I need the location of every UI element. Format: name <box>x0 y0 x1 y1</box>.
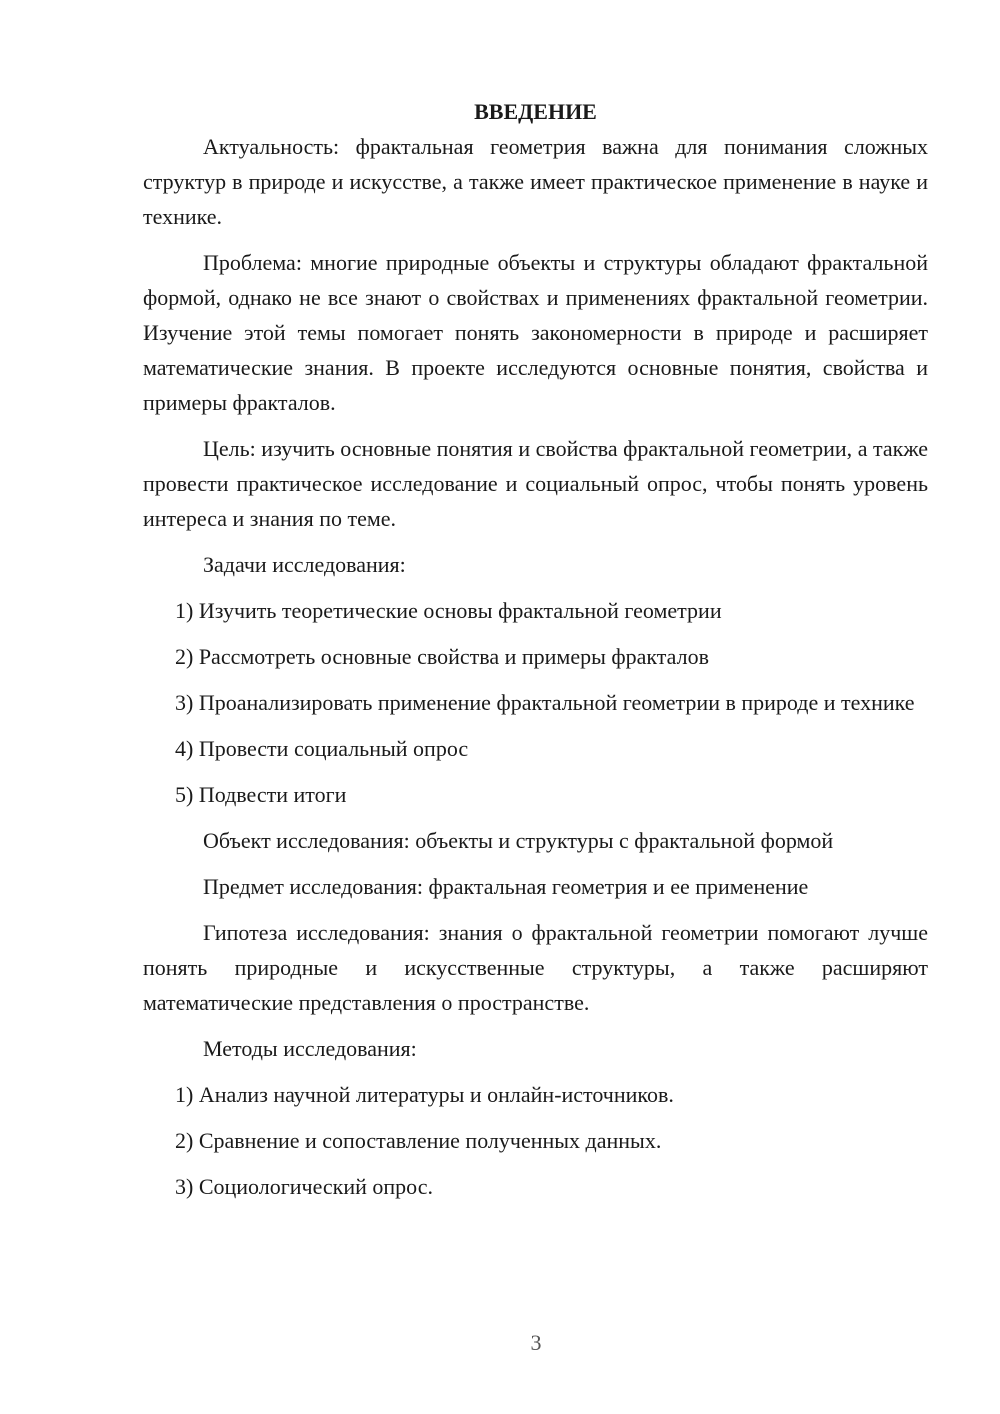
hypothesis-paragraph: Гипотеза исследования: знания о фрактальной геометрии помогают лучше понять природные и искусственные структуры, а также расширяют математические представления о пространстве. <box>143 920 928 1015</box>
methods-heading: Методы исследования: <box>203 1036 417 1061</box>
task-item: 3) Проанализировать применение фрактальной геометрии в природе и технике <box>175 690 915 715</box>
method-item: 1) Анализ научной литературы и онлайн-источников. <box>175 1082 674 1107</box>
method-item: 3) Социологический опрос. <box>175 1174 433 1199</box>
subject-paragraph: Предмет исследования: фрактальная геометрия и ее применение <box>203 874 809 899</box>
document-page <box>143 94 928 1215</box>
problem-paragraph: Проблема: многие природные объекты и структуры обладают фрактальной формой, однако не все знают о свойствах и применениях фрактальной геометрии. Изучение этой темы помогает понять закономерности в природе и расширяет математические знания. В проекте исследуются основные понятия, свойства и примеры фракталов. <box>143 250 928 415</box>
task-item: 2) Рассмотреть основные свойства и примеры фракталов <box>175 644 710 669</box>
task-item: 1) Изучить теоретические основы фрактальной геометрии <box>175 598 722 623</box>
relevance-paragraph: Актуальность: фрактальная геометрия важна для понимания сложных структур в природе и искусстве, а также имеет практическое применение в науке и технике. <box>143 134 928 229</box>
tasks-heading: Задачи исследования: <box>203 552 406 577</box>
object-paragraph: Объект исследования: объекты и структуры с фрактальной формой <box>203 828 834 853</box>
section-title: ВВЕДЕНИЕ <box>474 99 597 124</box>
page-number: 3 <box>530 1330 542 1355</box>
method-item: 2) Сравнение и сопоставление полученных данных. <box>175 1128 662 1153</box>
goal-paragraph: Цель: изучить основные понятия и свойства фрактальной геометрии, а также провести практическое исследование и социальный опрос, чтобы понять уровень интереса и знания по теме. <box>143 436 928 531</box>
task-item: 5) Подвести итоги <box>175 782 347 807</box>
task-item: 4) Провести социальный опрос <box>175 736 469 761</box>
